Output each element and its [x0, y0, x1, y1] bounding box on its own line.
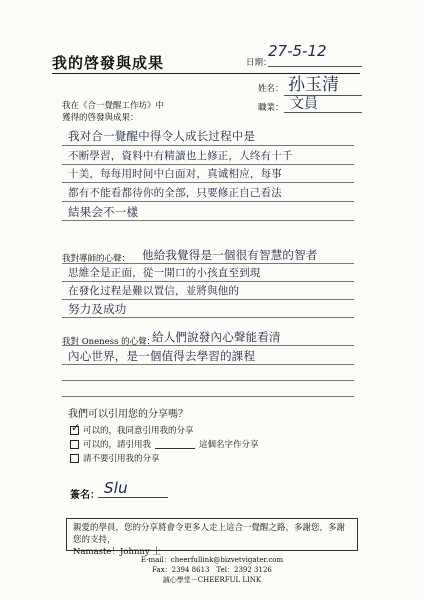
thanks-line: Namaste！Johnny 上	[73, 547, 161, 557]
mentor-section-label: 我對導師的心聲：	[62, 254, 131, 264]
oneness-section-label: 我對 Oneness 的心聲：	[62, 337, 156, 347]
thanks-line: 親愛的學員，您的分享將會令更多人走上這合一覺醒之路，多謝您，多謝您的支持，	[73, 523, 346, 545]
ruled-line	[62, 364, 354, 365]
ruled-line	[62, 281, 354, 282]
form-title: 我的啓發與成果	[52, 54, 165, 72]
alias-name-field[interactable]	[155, 439, 195, 449]
share-option-deny[interactable]	[70, 452, 160, 464]
gains-handwriting-line: 我对合一覺醒中得令人成长过程中是	[68, 129, 256, 143]
share-question: 我們可以引用您的分享嗎？	[68, 409, 188, 420]
gains-handwriting-line: 不断學習，資料中有精讀也上修正，人终有十千	[68, 150, 293, 162]
intro-line: 獲得的啓發與成果：	[62, 113, 139, 123]
gains-handwriting-line: 結果会不一樣	[68, 205, 139, 219]
checkbox-alias[interactable]	[70, 440, 79, 449]
ruled-line	[62, 201, 354, 202]
checkbox-deny[interactable]	[70, 454, 79, 463]
signature-value: Slu	[104, 479, 128, 497]
oneness-handwriting-line: 內心世界，是一個值得去學習的課程	[68, 349, 256, 363]
ruled-line	[62, 299, 354, 300]
occupation-underline	[284, 112, 362, 113]
ruled-line	[62, 263, 354, 264]
share-option-label-pre: 可以的，請引用我	[83, 440, 152, 450]
gains-handwriting-line: 十美，每每用时间中白面对，真诚相应，每事	[68, 168, 282, 180]
ruled-line	[62, 220, 354, 221]
signature-underline	[98, 497, 168, 498]
ruled-line	[62, 380, 354, 381]
ruled-line	[62, 164, 354, 165]
ruled-line	[62, 145, 354, 146]
footer-email: E-mail：cheerfullink@bizvetvigater.com	[140, 556, 284, 564]
ruled-line	[62, 182, 354, 183]
occupation-value: 文員	[290, 96, 318, 112]
ruled-line	[62, 317, 354, 318]
footer-org: 誠心學堂－CHEERFUL LINK	[162, 576, 262, 584]
name-value: 孙玉清	[288, 75, 339, 95]
share-option-allow[interactable]	[70, 424, 194, 436]
share-option-label: 請不要引用我的分享	[83, 454, 160, 464]
date-label: 日期：	[246, 58, 272, 68]
occupation-label: 職業：	[258, 103, 284, 113]
gains-handwriting-line: 都有不能看都待你的全部，只要修正自己看法	[68, 187, 282, 199]
thanks-box	[66, 518, 358, 557]
footer-phone: Fax：2394 8613 Tel：2392 3126	[152, 566, 272, 574]
intro-text	[62, 100, 164, 124]
ruled-line	[62, 396, 354, 397]
share-option-label: 可以的，我同意引用我的分享	[83, 426, 194, 436]
signature-label: 簽名：	[70, 490, 100, 501]
mentor-handwriting-line: 在發化过程是難以置信，並將與他的	[68, 285, 240, 297]
checkbox-allow[interactable]	[70, 426, 79, 435]
mentor-handwriting-line: 努力及成功	[68, 302, 127, 316]
name-label: 姓名：	[258, 84, 284, 94]
oneness-handwriting-line: 給人們說發內心聲能看清	[152, 330, 281, 344]
mentor-handwriting-line: 思維全是正面，從一開口的小孩直至到現	[68, 267, 261, 279]
date-value: 27-5-12	[268, 42, 327, 60]
mentor-handwriting-line: 他給我覺得是一個很有智慧的智者	[142, 248, 318, 262]
intro-line: 我在《合一覺醒工作坊》中	[62, 101, 165, 111]
date-underline	[268, 66, 362, 67]
ruled-line	[62, 345, 354, 346]
share-option-alias[interactable]	[70, 438, 259, 450]
share-option-label-post: 這個名字作分享	[199, 440, 259, 450]
